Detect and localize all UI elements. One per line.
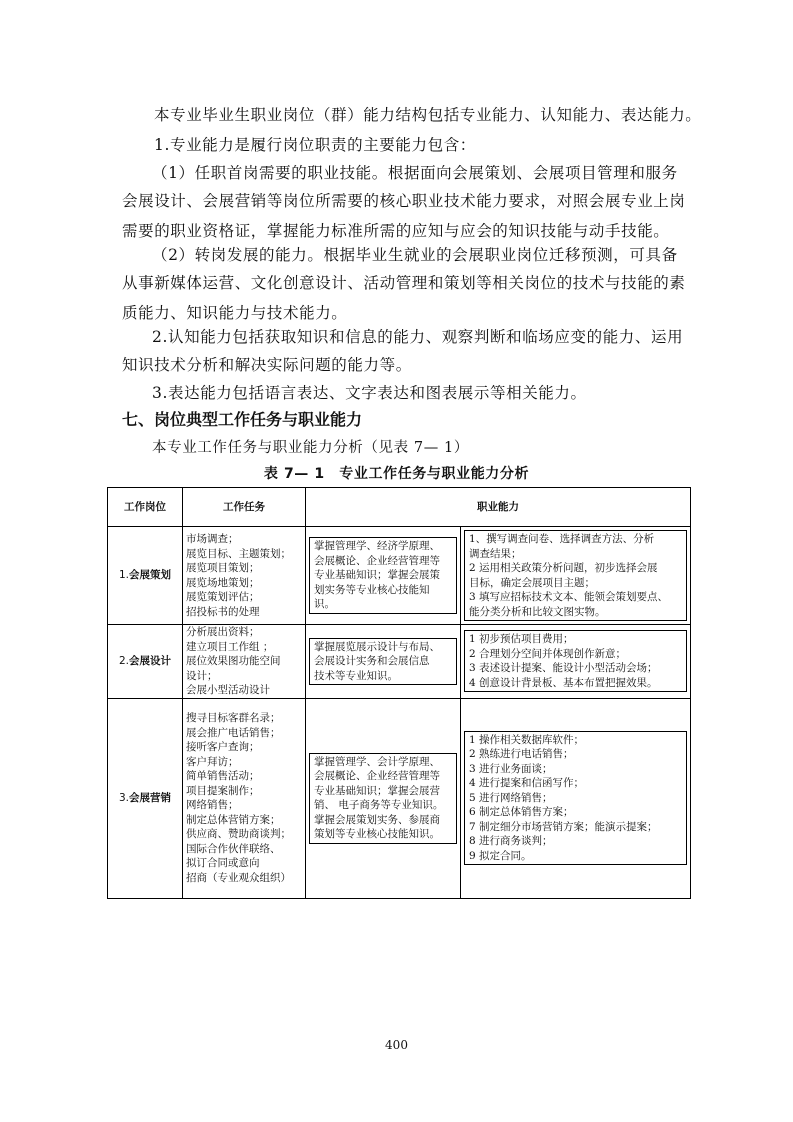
text-line: （1）任职首岗需要的职业技能。根据面向会展策划、会展项目管理和服务 bbox=[152, 164, 678, 182]
cell-line: 专业基础知识；掌握会展营 bbox=[314, 784, 440, 797]
paragraph-expression-ability bbox=[152, 378, 712, 408]
table-row bbox=[108, 527, 691, 625]
paragraph-first-job-skills bbox=[152, 158, 712, 188]
cell-line: 3 进行业务面谈； bbox=[469, 762, 553, 775]
cell-tasks bbox=[183, 698, 306, 898]
cell-knowledge-box bbox=[309, 537, 457, 614]
cell-line: 展览策划评估； bbox=[186, 591, 260, 603]
cell-line: 搜寻目标客群名录； bbox=[186, 712, 281, 724]
section-heading: 七、岗位典型工作任务与职业能力 bbox=[122, 410, 363, 429]
cell-knowledge-box bbox=[309, 638, 457, 686]
post-name: 会展设计 bbox=[129, 655, 172, 667]
cell-tasks-box bbox=[186, 625, 306, 698]
cell-post bbox=[108, 625, 183, 699]
cell-line: 会展概论、企业经营管理等 bbox=[314, 770, 440, 782]
cell-line: 拟订合同或意向 bbox=[186, 857, 260, 869]
cell-knowledge bbox=[306, 698, 461, 898]
paragraph-cognitive-ability-cont bbox=[122, 350, 682, 380]
text-line: 1.专业能力是履行岗位职责的主要能力包含： bbox=[154, 136, 476, 154]
cell-knowledge bbox=[306, 625, 461, 699]
text-line: 会展设计、会展营销等岗位所需要的核心职业技术能力要求，对照会展专业上岗 bbox=[122, 192, 686, 210]
cell-skills-box bbox=[464, 630, 687, 692]
text-line: 需要的职业资格证，掌握能力标准所需的应知与应会的知识技能与动手技能。 bbox=[122, 222, 670, 240]
table-row bbox=[108, 625, 691, 699]
text-line: 从事新媒体运营、文化创意设计、活动管理和策划等相关岗位的技术与技能的素 bbox=[122, 274, 686, 292]
cell-knowledge bbox=[306, 527, 461, 625]
paragraph-ability-structure bbox=[122, 100, 702, 130]
cell-tasks-box bbox=[186, 711, 306, 885]
cell-line: 制定总体营销方案； bbox=[186, 813, 281, 826]
cell-line: 技术等专业知识。 bbox=[314, 669, 398, 682]
cell-line: 简单销售活动； bbox=[186, 770, 260, 782]
text-line: 知识技术分析和解决实际问题的能力等。 bbox=[122, 356, 412, 374]
cell-line: 网络销售； bbox=[186, 799, 239, 811]
cell-tasks bbox=[183, 527, 306, 625]
table-caption: 表 7— 1 专业工作任务与职业能力分析 bbox=[263, 466, 530, 482]
cell-line: 招商（专业观众组织） bbox=[186, 871, 291, 884]
text-line: 本专业毕业生职业岗位（群）能力结构包括专业能力、认知能力、表达能力。 bbox=[154, 106, 702, 124]
table-row bbox=[108, 698, 691, 898]
cell-line: 7 制定细分市场营销方案；能演示提案； bbox=[469, 820, 658, 833]
cell-line: 设计； bbox=[186, 669, 218, 682]
cell-post bbox=[108, 527, 183, 625]
cell-line: 市场调查； bbox=[186, 533, 239, 545]
cell-line: 专业基础知识；掌握会展策 bbox=[314, 569, 440, 582]
header-ability: 职业能力 bbox=[306, 488, 691, 527]
cell-line: 展览项目策划； bbox=[186, 562, 260, 574]
paragraph-job-transfer-ability-cont bbox=[122, 268, 686, 328]
section-lead: 本专业工作任务与职业能力分析（见表 7— 1） bbox=[152, 440, 469, 456]
cell-line: 1 初步预估项目费用； bbox=[469, 633, 574, 646]
cell-line: 展览场地策划； bbox=[186, 576, 260, 589]
cell-line: 展位效果图功能空间 bbox=[186, 655, 281, 667]
cell-line: 2 运用相关政策分析问题，初步选择会展 bbox=[469, 562, 658, 574]
text-line: （2）转岗发展的能力。根据毕业生就业的会展职业岗位迁移预测，可具备 bbox=[152, 246, 678, 264]
cell-line: 接听客户查询； bbox=[186, 741, 260, 753]
post-name: 会展策划 bbox=[129, 569, 172, 582]
cell-line: 掌握会展策划实务、参展商 bbox=[314, 813, 440, 826]
paragraph-job-transfer-ability bbox=[152, 240, 712, 270]
cell-line: 2 合理划分空间并体现创作新意； bbox=[469, 647, 627, 660]
cell-line: 会展设计实务和会展信息 bbox=[314, 655, 430, 667]
cell-line: 4 创意设计背景板、基本布置把握效果。 bbox=[469, 676, 658, 689]
cell-post bbox=[108, 698, 183, 898]
cell-line: 客户拜访； bbox=[186, 755, 239, 768]
post-number: 3. bbox=[118, 791, 130, 804]
cell-line: 销、 电子商务等专业知识。 bbox=[314, 799, 444, 811]
cell-line: 3 表述设计提案、能设计小型活动会场； bbox=[469, 662, 658, 675]
cell-skills bbox=[461, 625, 691, 699]
cell-line: 8 进行商务谈判； bbox=[469, 835, 553, 848]
cell-tasks-box bbox=[186, 532, 306, 619]
cell-line: 招投标书的处理 bbox=[186, 605, 260, 618]
cell-line: 调查结果； bbox=[469, 547, 522, 560]
cell-line: 识。 bbox=[314, 598, 335, 611]
cell-line: 9 拟定合同。 bbox=[469, 849, 532, 862]
cell-line: 国际合作伙伴联络、 bbox=[186, 842, 281, 855]
cell-line: 策划等专业核心技能知识。 bbox=[314, 828, 440, 840]
text-line: 3.表达能力包括语言表达、文字表达和图表展示等相关能力。 bbox=[152, 384, 587, 402]
cell-line: 1 操作相关数据库软件； bbox=[469, 733, 585, 746]
table-header-row bbox=[108, 488, 691, 527]
cell-line: 建立项目工作组 ； bbox=[186, 640, 274, 653]
header-post: 工作岗位 bbox=[108, 488, 183, 527]
text-line: 质能力、知识能力与技术能力。 bbox=[122, 304, 348, 322]
cell-line: 目标，确定会展项目主题； bbox=[469, 576, 595, 589]
cell-knowledge-box bbox=[309, 753, 457, 844]
cell-line: 分析展出资料； bbox=[186, 626, 260, 638]
cell-line: 会展小型活动设计 bbox=[186, 684, 270, 696]
cell-tasks bbox=[183, 625, 306, 699]
cell-skills-box bbox=[464, 530, 687, 621]
cell-skills-box bbox=[464, 731, 687, 866]
cell-line: 2 熟练进行电话销售； bbox=[469, 748, 574, 761]
cell-skills bbox=[461, 527, 691, 625]
task-ability-table bbox=[107, 487, 691, 899]
paragraph-first-job-skills-cont bbox=[122, 186, 686, 246]
header-tasks: 工作任务 bbox=[183, 488, 306, 527]
cell-line: 5 进行网络销售； bbox=[469, 791, 553, 804]
cell-line: 4 进行提案和信函写作； bbox=[469, 777, 585, 790]
cell-line: 项目提案制作； bbox=[186, 784, 260, 797]
page-number: 400 bbox=[385, 1038, 408, 1052]
post-name: 会展营销 bbox=[129, 791, 172, 804]
cell-line: 展会推广电话销售； bbox=[186, 726, 281, 739]
paragraph-cognitive-ability bbox=[152, 322, 712, 352]
cell-line: 会展概论、企业经营管理等 bbox=[314, 554, 440, 567]
paragraph-professional-ability bbox=[122, 130, 682, 160]
cell-line: 掌握管理学、会计学原理、 bbox=[314, 755, 440, 768]
cell-line: 划实务等专业核心技能知 bbox=[314, 583, 430, 596]
text-line: 2.认知能力包括获取知识和信息的能力、观察判断和临场应变的能力、运用 bbox=[152, 328, 684, 346]
cell-skills bbox=[461, 698, 691, 898]
cell-line: 掌握展览展示设计与布局、 bbox=[314, 640, 440, 653]
post-number: 2. bbox=[118, 655, 130, 667]
cell-line: 3 填写应招标技术文本、能领会策划要点、 bbox=[469, 591, 669, 603]
cell-line: 能分类分析和比较文图实物。 bbox=[469, 605, 606, 618]
cell-line: 掌握管理学、经济学原理、 bbox=[314, 540, 440, 553]
cell-line: 展览目标、主题策划； bbox=[186, 547, 291, 560]
cell-line: 6 制定总体销售方案； bbox=[469, 806, 574, 819]
cell-line: 供应商、赞助商谈判； bbox=[186, 828, 291, 840]
post-number: 1. bbox=[118, 569, 130, 582]
cell-line: 1、撰写调查问卷、选择调查方法、分析 bbox=[469, 533, 655, 545]
